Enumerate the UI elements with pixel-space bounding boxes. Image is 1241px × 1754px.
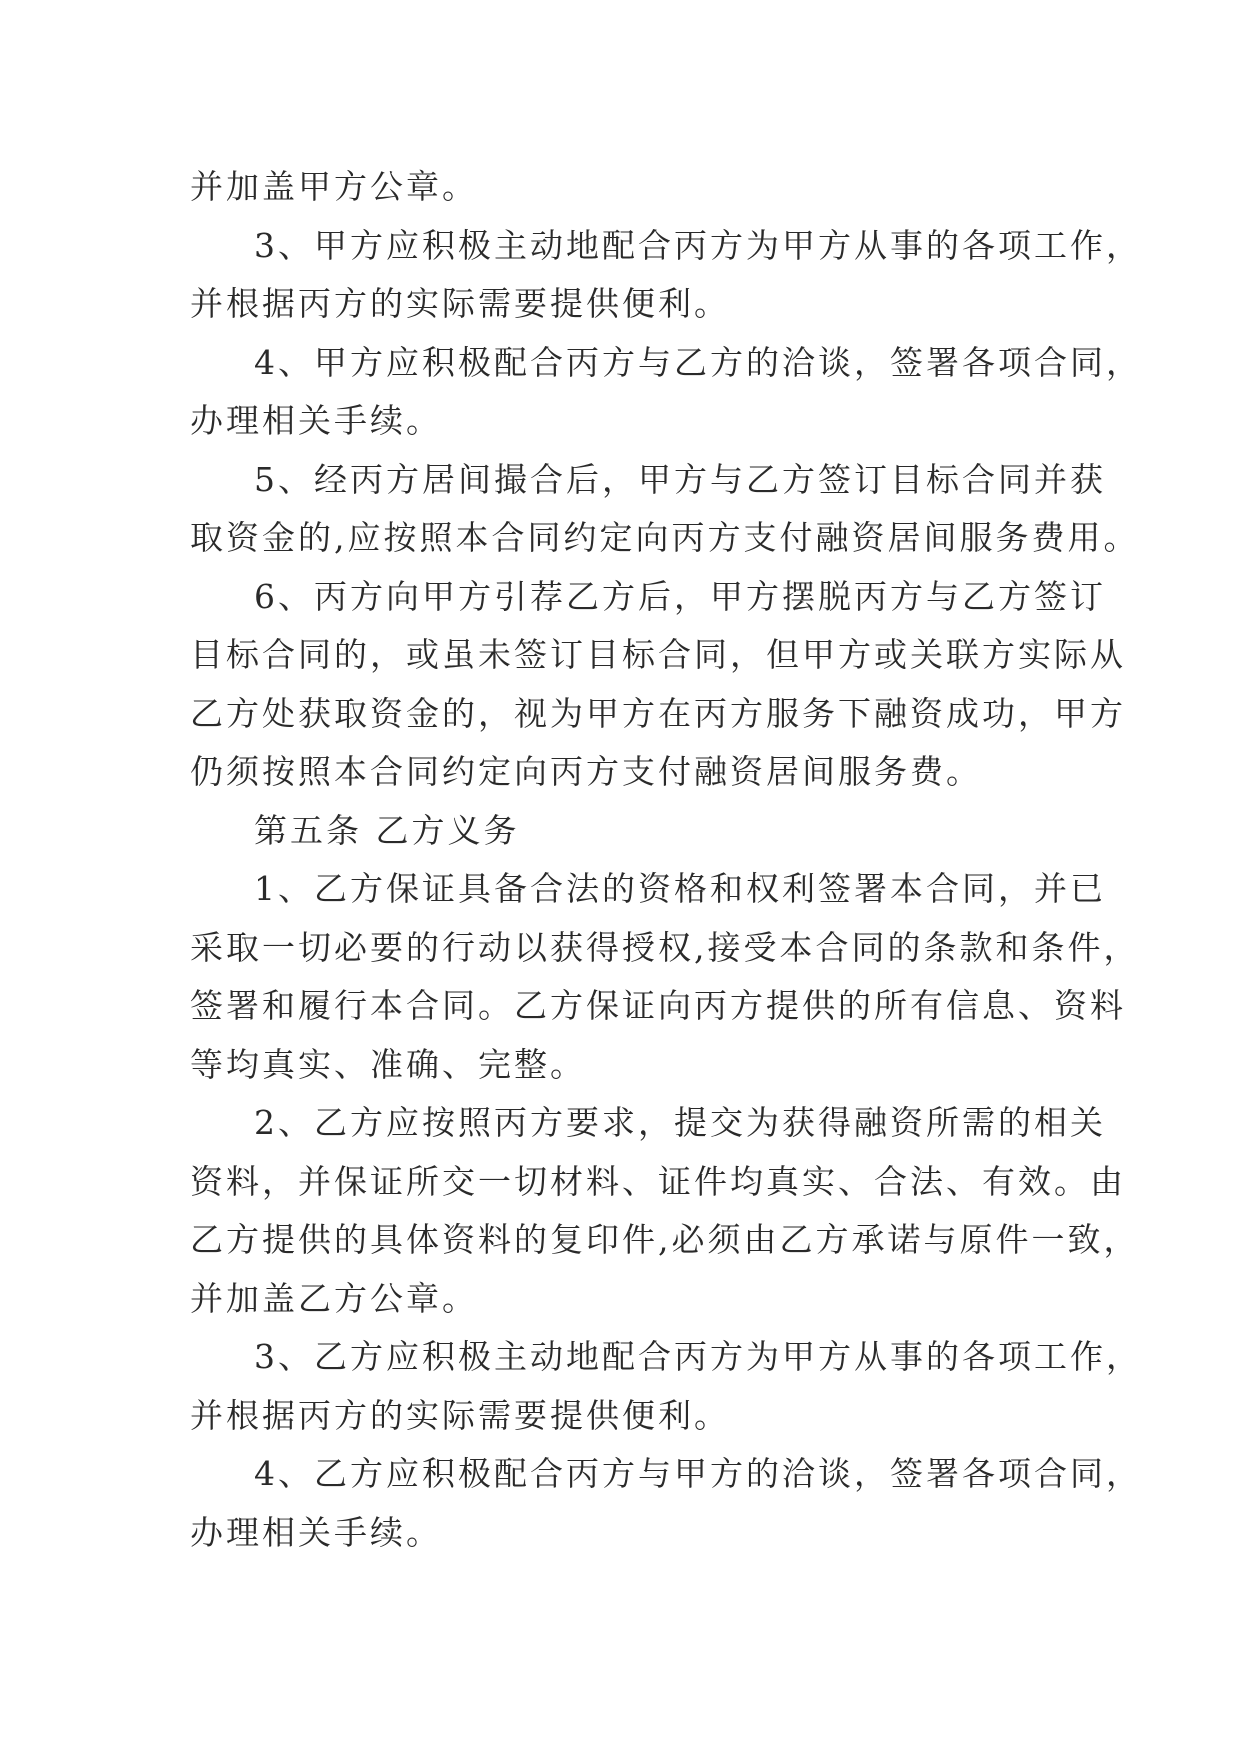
text-line: 并加盖甲方公章。 [190, 167, 478, 206]
section-heading: 第五条 乙方义务 [254, 810, 520, 850]
text-line: 1、乙方保证具备合法的资格和权利签署本合同，并已 [254, 869, 1106, 908]
text-line: 3、甲方应积极主动地配合丙方为甲方从事的各项工作， [254, 225, 1142, 265]
text-line: 4、乙方应积极配合丙方与甲方的洽谈，签署各项合同， [254, 1454, 1142, 1493]
text-line: 3、乙方应积极主动地配合丙方为甲方从事的各项工作， [254, 1337, 1142, 1376]
text-line: 签署和履行本合同。乙方保证向丙方提供的所有信息、资料 [190, 986, 1126, 1025]
text-line: 并加盖乙方公章。 [190, 1278, 478, 1318]
text-line: 5、经丙方居间撮合后，甲方与乙方签订目标合同并获 [254, 459, 1106, 499]
text-line: 乙方处获取资金的，视为甲方在丙方服务下融资成功，甲方 [190, 693, 1126, 733]
text-line: 资料，并保证所交一切材料、证件均真实、合法、有效。由 [190, 1161, 1126, 1201]
document-body [190, 158, 1142, 1562]
text-line: 采取一切必要的行动以获得授权,接受本合同的条款和条件， [190, 927, 1140, 967]
text-line: 4、甲方应积极配合丙方与乙方的洽谈，签署各项合同， [254, 342, 1142, 382]
text-line: 办理相关手续。 [190, 401, 442, 440]
text-line: 2、乙方应按照丙方要求，提交为获得融资所需的相关 [254, 1103, 1106, 1142]
text-line: 办理相关手续。 [190, 1512, 442, 1552]
text-line: 目标合同的，或虽未签订目标合同，但甲方或关联方实际从 [190, 635, 1126, 674]
text-line: 等均真实、准确、完整。 [190, 1044, 586, 1084]
text-line: 并根据丙方的实际需要提供便利。 [190, 284, 730, 323]
text-line: 6、丙方向甲方引荐乙方后，甲方摆脱丙方与乙方签订 [254, 576, 1106, 616]
text-line: 并根据丙方的实际需要提供便利。 [190, 1395, 730, 1435]
text-line: 仍须按照本合同约定向丙方支付融资居间服务费。 [190, 752, 982, 791]
text-line: 乙方提供的具体资料的复印件,必须由乙方承诺与原件一致， [190, 1220, 1140, 1259]
text-line: 取资金的,应按照本合同约定向丙方支付融资居间服务费用。 [190, 518, 1140, 557]
